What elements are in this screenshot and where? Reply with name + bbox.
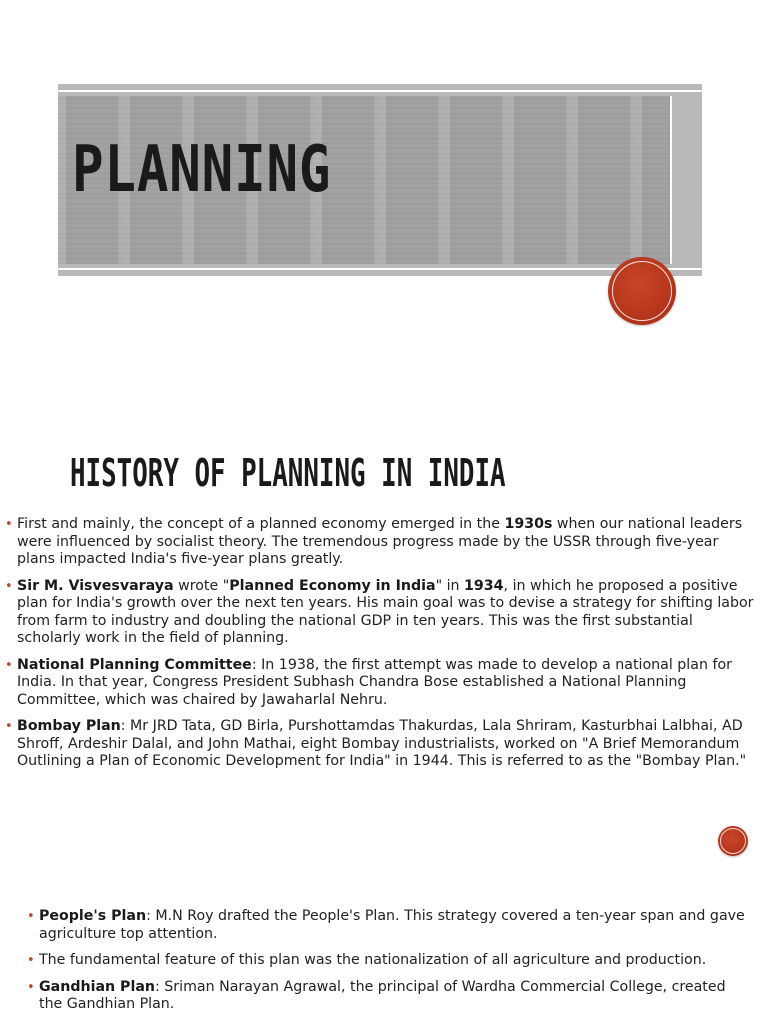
- list-item: • The fundamental feature of this plan was the nationalization of all agriculture and production.: [27, 952, 707, 968]
- list-item: • People's Plan: M.N Roy drafted the People's Plan. This strategy covered a ten-year span and gave agriculture top attention.: [27, 908, 745, 942]
- history-slide: [0, 440, 768, 870]
- list-item: • First and mainly, the concept of a planned economy emerged in the 1930s when our national leaders were influenced by socialist theory. The tremendous progress made by the USSR through five-year plans impacted India's five-year plans greatly.: [5, 516, 743, 567]
- history-bullet-list: [0, 516, 760, 780]
- bullet-icon: •: [5, 578, 13, 594]
- bullet-icon: •: [27, 979, 35, 995]
- plans-bullet-list: [22, 908, 752, 1023]
- decorative-circle-icon: [608, 257, 676, 325]
- bullet-icon: •: [27, 909, 35, 924]
- decorative-circle-icon: [718, 826, 748, 856]
- banner-edge-line: [670, 96, 672, 264]
- plans-slide: [0, 908, 768, 1024]
- list-item: • National Planning Committee: In 1938, the first attempt was made to develop a national plan for India. In that year, Congress President Subhash Chandra Bose established a National Planning Committee, which was chaired by Jawaharlal Nehru.: [5, 656, 732, 708]
- section-heading: HISTORY OF PLANNING IN INDIA: [70, 451, 506, 495]
- bullet-icon: •: [5, 517, 13, 532]
- bullet-icon: •: [27, 953, 35, 968]
- list-item: • Bombay Plan: Mr JRD Tata, GD Birla, Purshottamdas Thakurdas, Lala Shriram, Kasturbhai Lalbhai, AD Shroff, Ardeshir Dalal, and John Mathai, eight Bombay industrialists, worked on "A Brief Memorandum Outlining a Plan of Economic Development for India" in 1944. This is referred to as the "Bombay Plan.": [5, 718, 747, 769]
- bullet-icon: •: [5, 657, 13, 673]
- banner-top-stripe: [58, 90, 702, 92]
- list-item: • Gandhian Plan: Sriman Narayan Agrawal, the principal of Wardha Commercial College, created the Gandhian Plan.: [27, 978, 726, 1012]
- list-item: • Sir M. Visvesvaraya wrote "Planned Economy in India" in 1934, in which he proposed a positive plan for India's growth over the next ten years. His main goal was to devise a strategy for shifting labor from farm to industry and doubling the national GDP in ten years. This was the first substantial scholarly work in the field of planning.: [5, 577, 754, 646]
- title-banner: [58, 84, 702, 276]
- slide-title: PLANNING: [72, 133, 332, 207]
- banner-bottom-stripe: [58, 268, 702, 270]
- bullet-icon: •: [5, 719, 13, 734]
- title-slide: [0, 0, 768, 400]
